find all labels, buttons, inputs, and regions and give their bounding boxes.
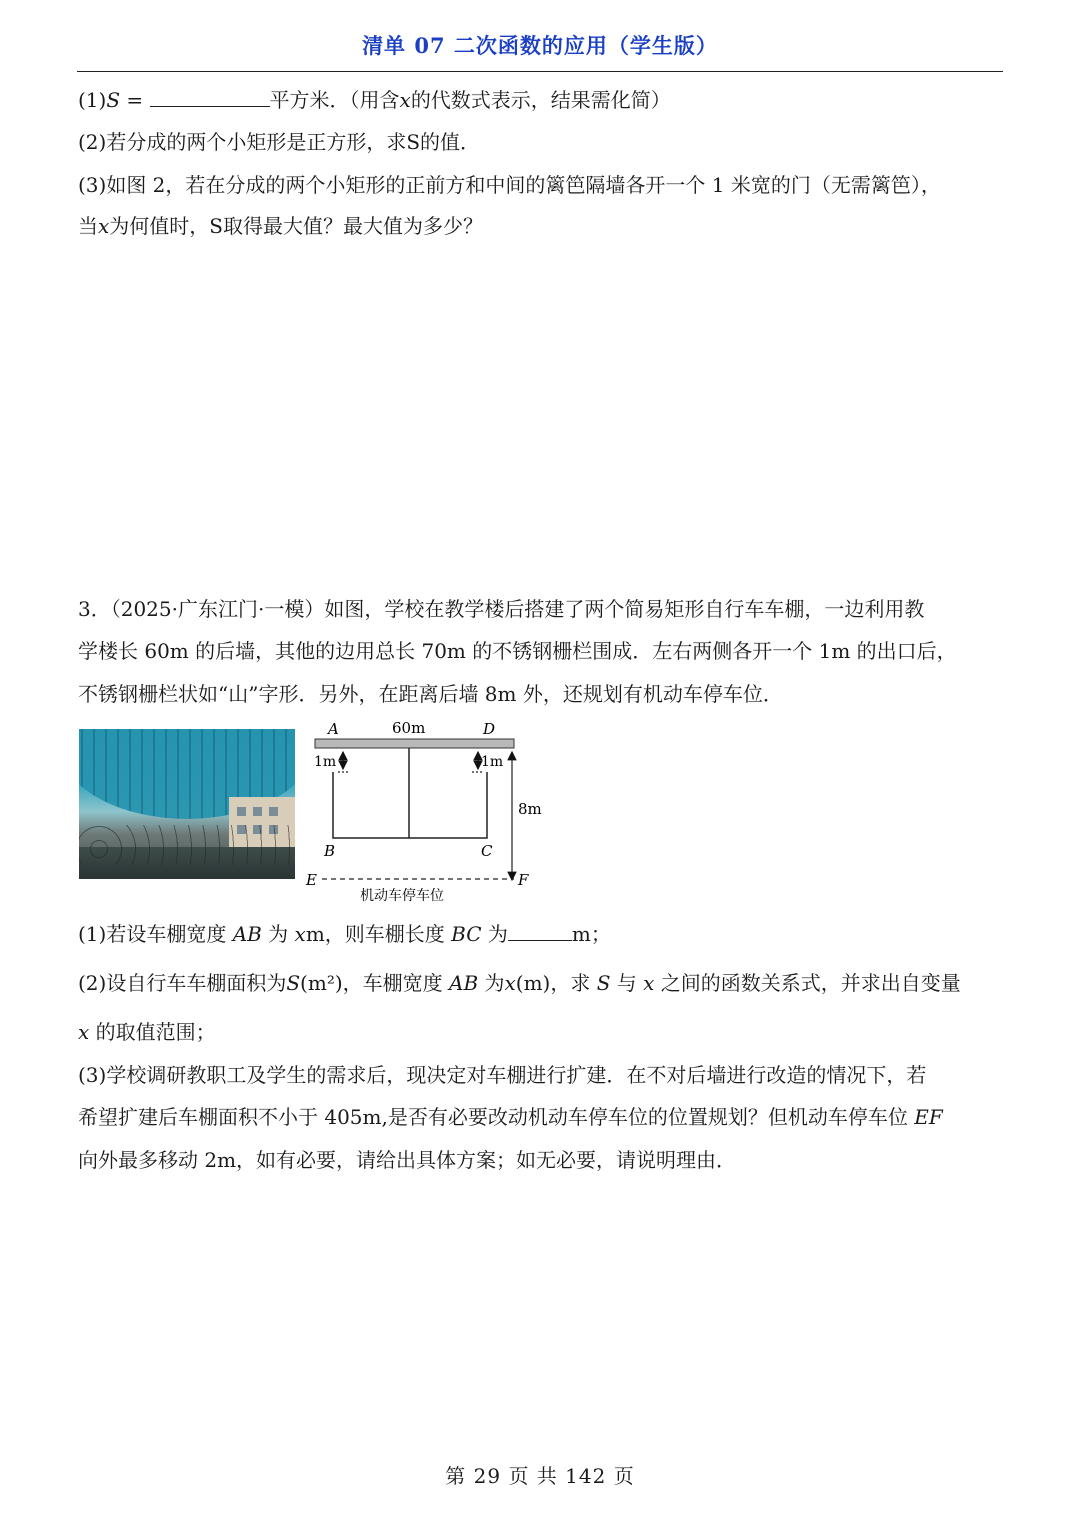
gap-right-label: 1m (481, 754, 504, 770)
q2-var-x: x (399, 88, 411, 112)
q2-text: 当 (78, 214, 98, 238)
label-e: E (306, 871, 317, 889)
q3-unit: (m²) (300, 971, 343, 995)
q3-ab: AB (449, 971, 479, 995)
q2-part1-tail: 的代数式表示，结果需化简） (410, 88, 671, 112)
q3-sub2-line2 (78, 1018, 216, 1046)
q3-var-s: S (596, 971, 611, 995)
q2-part1-prefix: (1) (78, 88, 107, 112)
q3-ef: EF (914, 1105, 943, 1129)
header-divider (77, 71, 1003, 72)
q3-stem-line3: 不锈钢栅栏状如“山”字形．另外，在距离后墙 8m 外，还规划有机动车停车位． (78, 682, 783, 706)
q2-part3-line1: (3)如图 2，若在分成的两个小矩形的正前方和中间的篱笆隔墙各开一个 1 米宽的门（无需篱笆）， (78, 173, 941, 197)
page-number: 第 29 页 共 142 页 (445, 1464, 635, 1488)
q3-text: (1)若设车棚宽度 (78, 922, 233, 946)
q3-text: 之间的函数关系式，并求出自变量 (654, 971, 961, 995)
label-a: A (328, 720, 339, 738)
parking-label: 机动车停车位 (360, 888, 444, 904)
q3-stem-line2: 学楼长 60m 的后墙，其他的边用总长 70m 的不锈钢栅栏围成．左右两侧各开一个 1m 的出口后， (78, 639, 957, 663)
label-f: F (518, 871, 529, 889)
q3-sub3-line1: (3)学校调研教职工及学生的需求后，现决定对车棚进行扩建．在不对后墙进行改造的情况下，若 (78, 1063, 927, 1087)
q3-text: 希望扩建后车棚面积不小于 405m,是否有必要改动机动车停车位的位置规划？但机动车停车位 (78, 1105, 915, 1129)
q3-var-x: x (294, 922, 306, 946)
q2-part1 (78, 86, 671, 114)
q3-var-x: x (78, 1020, 90, 1044)
q3-var-s: S (286, 971, 301, 995)
q3-sub3-line3: 向外最多移动 2m，如有必要，请给出具体方案；如无必要，请说明理由． (78, 1148, 737, 1172)
bike-shed-photo (79, 729, 295, 879)
q3-sub3-line2 (78, 1103, 943, 1131)
q3-unit: (m) (515, 971, 551, 995)
q3-text: m； (571, 922, 611, 946)
back-wall (315, 739, 514, 748)
label-b: B (324, 842, 336, 860)
fence (333, 772, 487, 838)
label-c: C (481, 842, 493, 860)
q3-var-x: x (504, 971, 516, 995)
q2-var-x: x (98, 214, 110, 238)
q3-text: 与 (610, 971, 644, 995)
wall-length-label: 60m (392, 719, 426, 737)
gap-left-label: 1m (314, 754, 337, 770)
q3-text: ，求 (550, 971, 597, 995)
q2-var-s: S (106, 88, 121, 112)
q2-part2: (2)若分成的两个小矩形是正方形，求S的值． (78, 130, 481, 154)
q3-text: 为 (481, 922, 508, 946)
q3-text: m，则车棚长度 (305, 922, 452, 946)
q3-text: 为 (478, 971, 505, 995)
label-d: D (483, 720, 496, 738)
q3-sub1 (78, 920, 611, 948)
q3-text: ，车棚宽度 (342, 971, 449, 995)
q3-sub2-line1 (78, 969, 961, 997)
q3-text: 为 (261, 922, 295, 946)
q3-ab: AB (232, 922, 262, 946)
q2-part1-suffix: 平方米．（用含 (269, 88, 400, 112)
distance-label: 8m (518, 800, 542, 818)
q3-bc: BC (451, 922, 482, 946)
q3-stem-line1: 3．（2025·广东江门·一模）如图，学校在教学楼后搭建了两个简易矩形自行车车棚，一边利用教 (78, 597, 925, 621)
answer-blank[interactable] (508, 922, 572, 941)
q3-var-x: x (643, 971, 655, 995)
shed-diagram (300, 712, 560, 908)
page-header-title: 清单 07 二次函数的应用（学生版） (362, 33, 718, 58)
q3-text: 的取值范围； (89, 1020, 216, 1044)
q2-eq: = (120, 88, 150, 112)
q2-text: 为何值时，S取得最大值？最大值为多少？ (109, 214, 483, 238)
q2-part3-line2 (78, 212, 483, 240)
answer-blank[interactable] (150, 88, 270, 107)
q3-text: (2)设自行车车棚面积为 (78, 971, 287, 995)
